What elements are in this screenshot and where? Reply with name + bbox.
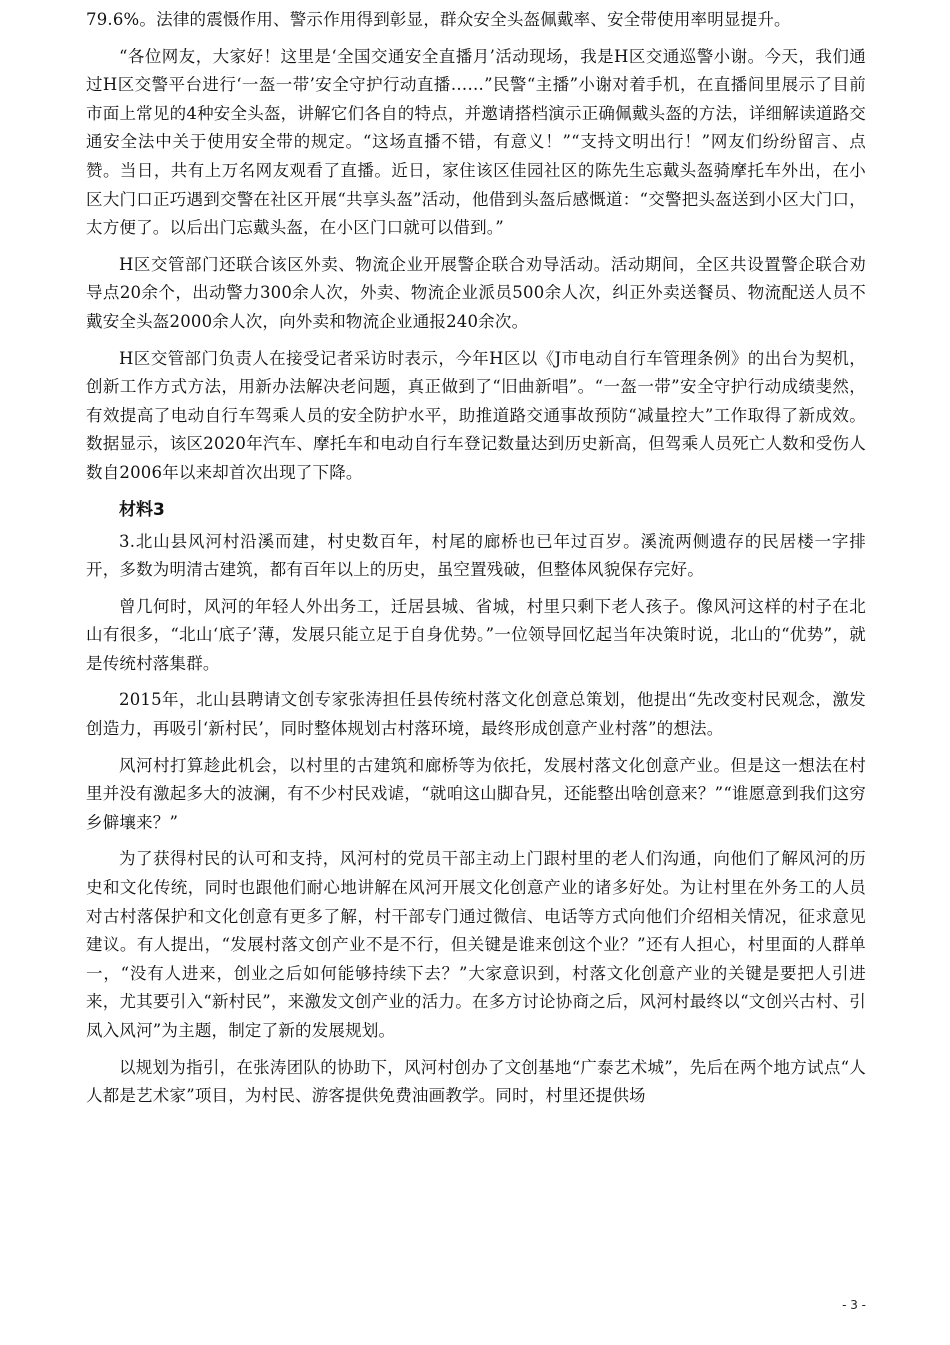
paragraph-art-city: 以规划为指引，在张涛团队的协助下，风河村创办了文创基地“广泰艺术城”，先后在两个地方试点“人人都是艺术家”项目，为村民、游客提供免费油画教学。同时，村里还提供场 (86, 1057, 866, 1106)
paragraph-continuation: 79.6%。法律的震慑作用、警示作用得到彰显，群众安全头盔佩戴率、安全带使用率明显提升。 (86, 10, 791, 29)
paragraph-cadre-outreach: 为了获得村民的认可和支持，风河村的党员干部主动上门跟村里的老人们沟通，向他们了解风河的历史和文化传统，同时也跟他们耐心地讲解在风河开展文化创意产业的诸多好处。为让村里在外务工的人员对古村落保护和文化创意有更多了解，村干部专门通过微信、电话等方式向他们介绍相关情况，征求意见建议。有人提出，“发展村落文创产业不是不行，但关键是谁来创这个业？”还有人担心，村里面的人群单一，“没有人进来，创业之后如何能够持续下去？”大家意识到，村落文化创意产业的关键是要把人引进来，尤其要引入“新村民”，来激发文创产业的活力。在多方讨论协商之后，风河村最终以“文创兴古村、引凤入风河”为主题，制定了新的发展规划。 (86, 849, 866, 1040)
paragraph-village-doubts: 风河村打算趁此机会，以村里的古建筑和廊桥等为依托，发展村落文化创意产业。但是这一想法在村里并没有激起多大的波澜，有不少村民戏谑，“就咱这山脚旮旯，还能整出啥创意来？”“谁愿意到我们这穷乡僻壤来？” (86, 755, 866, 832)
paragraph-fenghe-intro: 3.北山县风河村沿溪而建，村史数百年，村尾的廊桥也已年过百岁。溪流两侧遗存的民居楼一字排开，多数为明清古建筑，都有百年以上的历史，虽空置残破，但整体风貌保存完好。 (86, 531, 866, 580)
paragraph-official-interview: H区交管部门负责人在接受记者采访时表示，今年H区以《J市电动自行车管理条例》的出台为契机，创新工作方式方法，用新办法解决老问题，真正做到了“旧曲新唱”。“一盔一带”安全守护行动成绩斐然，有效提高了电动自行车驾乘人员的安全防护水平，助推道路交通事故预防“减量控大”工作取得了新成效。数据显示，该区2020年汽车、摩托车和电动自行车登记数量达到历史新高，但驾乘人员死亡人数和受伤人数自2006年以来却首次出现了下降。 (86, 348, 866, 482)
paragraph-fenghe-history: 曾几何时，风河的年轻人外出务工，迁居县城、省城，村里只剩下老人孩子。像风河这样的村子在北山有很多，“北山‘底子’薄，发展只能立足于自身优势。”一位领导回忆起当年决策时说，北山的“优势”，就是传统村落集群。 (86, 596, 866, 673)
section-heading: 材料3 (119, 499, 165, 520)
paragraph-livestream: “各位网友，大家好！这里是‘全国交通安全直播月’活动现场，我是H区交通巡警小谢。今天，我们通过H区交警平台进行‘一盔一带’安全守护行动直播……”民警“主播”小谢对着手机，在直播间里展示了目前市面上常见的4种安全头盔，讲解它们各自的特点，并邀请搭档演示正确佩戴头盔的方法，详细解读道路交通安全法中关于使用安全带的规定。“这场直播不错，有意义！”“支持文明出行！”网友们纷纷留言、点赞。当日，共有上万名网友观看了直播。近日，家住该区佳园社区的陈先生忘戴头盔骑摩托车外出，在小区大门口正巧遇到交警在社区开展“共享头盔”活动，他借到头盔后感慨道：“交警把头盔送到小区大门口，太方便了。以后出门忘戴头盔，在小区门口就可以借到。” (86, 46, 866, 238)
paragraph-joint-persuasion: H区交管部门还联合该区外卖、物流企业开展警企联合劝导活动。活动期间，全区共设置警企联合劝导点20余个，出动警力300余人次，外卖、物流企业派员500余人次，纠正外卖送餐员、物流配送人员不戴安全头盔2000余人次，向外卖和物流企业通报240余次。 (86, 254, 866, 331)
paragraph-2015-expert: 2015年，北山县聘请文创专家张涛担任县传统村落文化创意总策划，他提出“先改变村民观念，激发创造力，再吸引‘新村民’，同时整体规划古村落环境，最终形成创意产业村落”的想法。 (86, 690, 866, 739)
page-number: - 3 - (842, 1298, 866, 1312)
document-body (86, 6, 866, 1119)
